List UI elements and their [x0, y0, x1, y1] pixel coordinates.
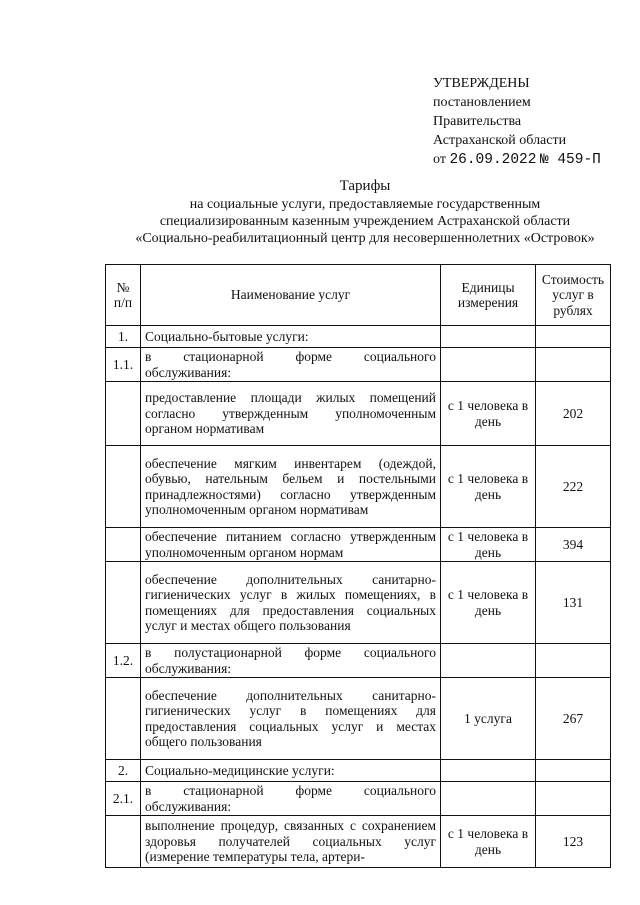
- row-cost: 267: [536, 678, 611, 760]
- table-row: [106, 348, 611, 382]
- row-service-name: Социально-медицинские услуги:: [141, 760, 441, 782]
- table-row: [106, 528, 611, 562]
- row-cost: [536, 782, 611, 816]
- row-unit: с 1 человека в день: [441, 446, 536, 528]
- row-number: [106, 382, 141, 446]
- row-unit: [441, 644, 536, 678]
- title-heading: Тарифы: [339, 178, 391, 194]
- header-cost: Стоимость услуг в рублях: [536, 265, 611, 326]
- row-number: 1.: [106, 326, 141, 348]
- row-unit: с 1 человека в день: [441, 562, 536, 644]
- row-unit: с 1 человека в день: [441, 816, 536, 868]
- row-unit: [441, 782, 536, 816]
- row-unit: [441, 326, 536, 348]
- title-line-4: «Социально-реабилитационный центр для несовершеннолетних «Островок»: [135, 231, 595, 246]
- row-cost: 123: [536, 816, 611, 868]
- table-row: [106, 816, 611, 868]
- row-number: [106, 678, 141, 760]
- row-service-name: обеспечение дополнительных санитарно-гигиенических услуг в помещениях для предоставления социальных услуг и местах общего пользования: [141, 678, 441, 760]
- title-line-3: специализированным казенным учреждением Астраханской области: [159, 214, 571, 229]
- approval-line-approved: УТВЕРЖДЕНЫ: [433, 76, 530, 91]
- row-unit: с 1 человека в день: [441, 382, 536, 446]
- table-header-row: [106, 265, 611, 326]
- table-row: [106, 678, 611, 760]
- header-number: № п/п: [106, 265, 141, 326]
- row-service-name: в стационарной форме социального обслуживания:: [141, 782, 441, 816]
- table-body: [106, 326, 611, 868]
- row-service-name: обеспечение мягким инвентарем (одеждой, обувью, нательным бельем и постельными принадлежностями) согласно утвержденным уполномоченным органом нормативам: [141, 446, 441, 528]
- row-service-name: в стационарной форме социального обслуживания:: [141, 348, 441, 382]
- approval-date: 26.09.2022: [449, 152, 537, 168]
- approval-line-region: Астраханской области: [433, 133, 567, 148]
- row-service-name: обеспечение питанием согласно утвержденным уполномоченным органом нормам: [141, 528, 441, 562]
- row-number: 2.1.: [106, 782, 141, 816]
- row-number: [106, 446, 141, 528]
- row-service-name: выполнение процедур, связанных с сохранением здоровья получателей социальных услуг (измерение температуры тела, артери-: [141, 816, 441, 868]
- row-cost: [536, 326, 611, 348]
- approval-date-prefix: от: [433, 152, 446, 167]
- row-unit: [441, 760, 536, 782]
- table-row: [106, 644, 611, 678]
- approval-number: № 459-П: [539, 152, 601, 168]
- header-unit: Единицы измерения: [441, 265, 536, 326]
- approval-line-decree: постановлением: [433, 95, 531, 110]
- table-row: [106, 446, 611, 528]
- approval-date-line: [433, 150, 601, 170]
- row-cost: [536, 760, 611, 782]
- row-service-name: в полустационарной форме социального обслуживания:: [141, 644, 441, 678]
- row-cost: 202: [536, 382, 611, 446]
- row-cost: 394: [536, 528, 611, 562]
- document-title: [100, 178, 630, 247]
- approval-line-government: Правительства: [433, 114, 522, 129]
- row-number: 1.2.: [106, 644, 141, 678]
- row-number: [106, 528, 141, 562]
- row-cost: 222: [536, 446, 611, 528]
- table-row: [106, 326, 611, 348]
- header-service-name: Наименование услуг: [141, 265, 441, 326]
- table-row: [106, 382, 611, 446]
- row-number: [106, 816, 141, 868]
- table-row: [106, 782, 611, 816]
- row-number: 2.: [106, 760, 141, 782]
- table-row: [106, 760, 611, 782]
- approval-stamp: [433, 74, 601, 170]
- row-unit: с 1 человека в день: [441, 528, 536, 562]
- row-cost: [536, 644, 611, 678]
- row-number: 1.1.: [106, 348, 141, 382]
- title-line-2: на социальные услуги, предоставляемые государственным: [189, 197, 541, 212]
- row-service-name: обеспечение дополнительных санитарно-гигиенических услуг в жилых помещениях, в помещениях для предоставления социальных услуг и местах общего пользования: [141, 562, 441, 644]
- row-number: [106, 562, 141, 644]
- row-service-name: Социально-бытовые услуги:: [141, 326, 441, 348]
- row-cost: [536, 348, 611, 382]
- row-service-name: предоставление площади жилых помещений согласно утвержденным уполномоченным органом нормативам: [141, 382, 441, 446]
- table-row: [106, 562, 611, 644]
- tariffs-table: [105, 264, 611, 868]
- row-unit: [441, 348, 536, 382]
- row-cost: 131: [536, 562, 611, 644]
- row-unit: 1 услуга: [441, 678, 536, 760]
